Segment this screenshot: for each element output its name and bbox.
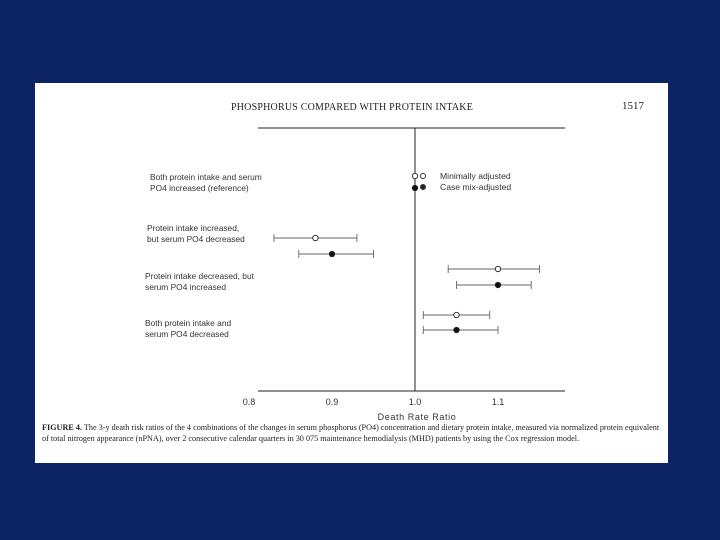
point-minimally-adjusted <box>313 235 318 240</box>
estimate-row <box>457 281 532 289</box>
x-tick-label: 0.8 <box>242 397 256 407</box>
figure-caption <box>42 423 662 444</box>
point-minimally-adjusted <box>454 312 459 317</box>
category-label <box>150 172 262 193</box>
estimate-row <box>423 311 489 319</box>
category-label-line: but serum PO4 decreased <box>147 233 245 244</box>
category-label <box>145 318 231 339</box>
point-minimally-adjusted <box>412 173 417 178</box>
category-label-line: Protein intake increased, <box>147 223 240 233</box>
filled-circle-marker-icon <box>420 184 426 190</box>
estimate-row <box>274 234 357 242</box>
x-tick-label: 0.9 <box>325 397 339 407</box>
estimate-row <box>412 173 417 178</box>
running-head: PHOSPHORUS COMPARED WITH PROTEIN INTAKE <box>231 102 474 113</box>
category-label-line: PO4 increased (reference) <box>150 182 249 193</box>
point-case-mix-adjusted <box>412 185 417 190</box>
legend-item-casemix <box>420 182 511 193</box>
axes <box>243 128 565 422</box>
category-label-line: serum PO4 increased <box>145 281 226 292</box>
category-label-line: serum PO4 decreased <box>145 328 229 339</box>
point-case-mix-adjusted <box>495 282 500 287</box>
x-tick-label: 1.1 <box>491 397 505 407</box>
category-label-line: Both protein intake and <box>145 318 232 328</box>
figure-page <box>35 83 668 463</box>
plot-marks <box>274 173 540 334</box>
legend-label-casemix: Case mix-adjusted <box>440 182 512 192</box>
point-case-mix-adjusted <box>329 251 334 256</box>
x-axis-title: Death Rate Ratio <box>377 412 457 422</box>
category-label <box>145 271 254 292</box>
caption-text: The 3-y death risk ratios of the 4 combinations of the changes in serum phosphorus (PO4) concentration and dietary protein intake, measured via normalized protein equivalent of total nitrogen appearance (nPNA), over 2 consecutive calendar quarters in 30 075 maintenance hemodialysis (MHD) patients by using the Cox regression model. <box>42 423 660 443</box>
legend-label-minimal: Minimally adjusted <box>440 171 511 181</box>
point-case-mix-adjusted <box>454 327 459 332</box>
legend <box>420 171 511 193</box>
point-minimally-adjusted <box>495 266 500 271</box>
estimate-row <box>412 185 417 190</box>
estimate-row <box>299 250 374 258</box>
estimate-row <box>423 326 498 334</box>
page-number: 1517 <box>622 100 644 112</box>
forest-plot <box>35 83 668 463</box>
estimate-row <box>448 265 539 273</box>
category-label <box>147 223 245 244</box>
caption-lead: FIGURE 4. <box>42 423 83 432</box>
legend-item-minimal <box>420 171 511 182</box>
x-tick-label: 1.0 <box>408 397 422 407</box>
category-label-line: Protein intake decreased, but <box>145 271 254 281</box>
open-circle-marker-icon <box>420 173 426 179</box>
category-label-line: Both protein intake and serum <box>150 172 262 182</box>
